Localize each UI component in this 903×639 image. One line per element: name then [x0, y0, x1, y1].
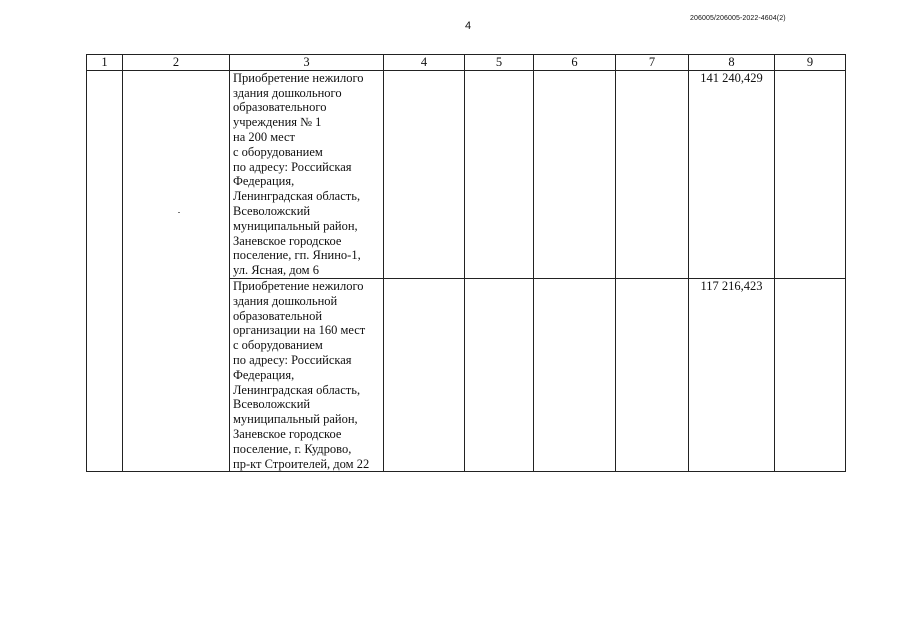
table-cell [775, 70, 846, 278]
table-row [87, 70, 846, 278]
table-cell [384, 278, 465, 471]
row-description: Приобретение нежилого здания дошкольного образовательного учреждения № 1 на 200 мест с оборудованием по адресу: Российская Федерация, Ленинградская область, Всеволожский муниципальный район, Заневское городское поселение, гп. Янино-1, ул. Ясная, дом 6 [230, 70, 384, 278]
table-cell [534, 70, 616, 278]
budget-table [86, 54, 846, 472]
column-header-9: 9 [775, 55, 846, 71]
column-header-4: 4 [384, 55, 465, 71]
column-header-7: 7 [616, 55, 689, 71]
column-header-5: 5 [465, 55, 534, 71]
document-id: 206005/206005-2022-4604(2) [690, 15, 786, 22]
page-number: 4 [464, 20, 472, 32]
table-cell [384, 70, 465, 278]
table-cell [123, 70, 230, 472]
row-amount: 141 240,429 [689, 70, 775, 278]
column-header-6: 6 [534, 55, 616, 71]
column-header-2: 2 [123, 55, 230, 71]
row-amount: 117 216,423 [689, 278, 775, 471]
table-cell [87, 70, 123, 472]
table-header-row [87, 55, 846, 71]
column-header-3: 3 [230, 55, 384, 71]
table-cell [465, 278, 534, 471]
scan-speck [178, 212, 180, 213]
table-cell [616, 70, 689, 278]
table-cell [616, 278, 689, 471]
table-cell [534, 278, 616, 471]
table-cell [465, 70, 534, 278]
table-cell [775, 278, 846, 471]
column-header-8: 8 [689, 55, 775, 71]
row-description: Приобретение нежилого здания дошкольной образовательной организации на 160 мест с оборудованием по адресу: Российская Федерация, Ленинградская область, Всеволожский муниципальный район, Заневское городское поселение, г. Кудрово, пр-кт Строителей, дом 22 [230, 278, 384, 471]
column-header-1: 1 [87, 55, 123, 71]
